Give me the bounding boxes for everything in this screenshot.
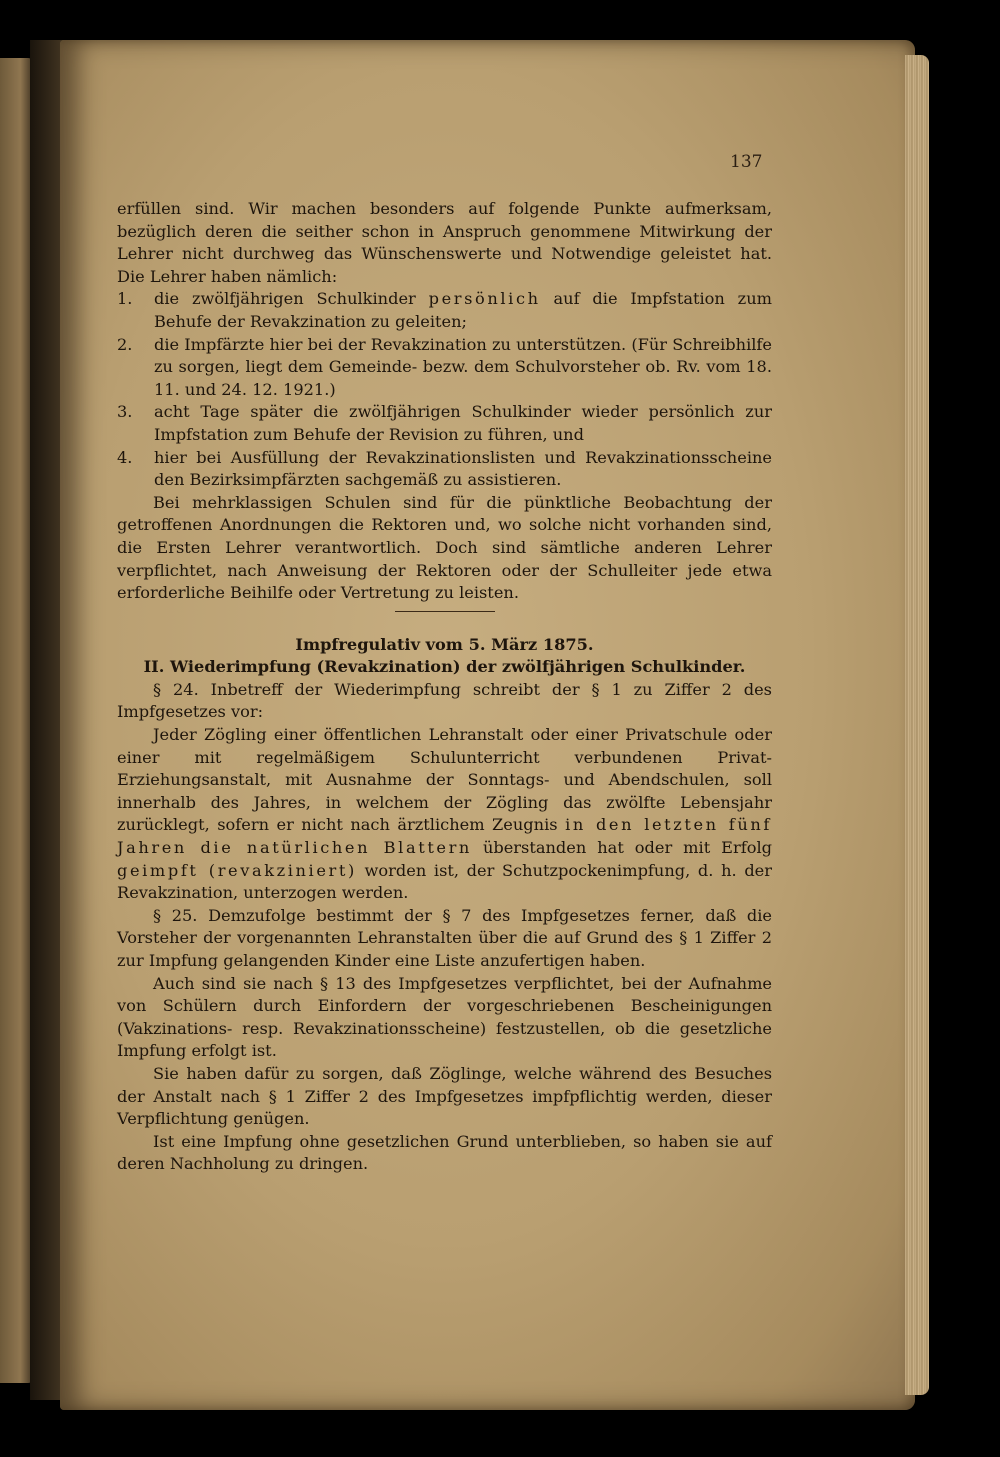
item-text: die Impfärzte hier bei der Revakzination zu unterstützen. (Für Schreibhilfe zu sorgen, liegt dem Gemeinde- bezw. dem Schulvorsteher ob. Rv. vom 18. 11. und 24. 12. 1921.) — [154, 334, 772, 399]
section-divider — [395, 611, 495, 612]
list-item-4 — [117, 447, 772, 492]
left-page-edge — [0, 58, 34, 1383]
paragraph-sie: Sie haben dafür zu sorgen, daß Zöglinge, welche während des Besuches der Anstalt nach § 1 Ziffer 2 des Impfgesetzes impfpflichtig werden, dieser Verpflichtung genügen. — [117, 1063, 772, 1129]
list-number: 3. — [117, 402, 133, 422]
list-item-2 — [117, 334, 772, 402]
page-body — [117, 150, 772, 1176]
list-number: 1. — [117, 289, 133, 309]
list-number: 2. — [117, 334, 133, 354]
section-heading: II. Wiederimpfung (Revakzination) der zwölfjährigen Schulkinder. — [143, 657, 746, 677]
schools-paragraph: Bei mehrklassigen Schulen sind für die pünktliche Beobachtung der getroffenen Anordnungen die Rektoren und, wo solche nicht vorhanden sind, die Ersten Lehrer verantwortlich. Doch sind sämtliche anderen Lehrer verpflichtet, nach Anweisung der Rektoren oder der Schulleiter jede etwa erforderliche Beihilfe oder Vertretung zu leisten. — [117, 492, 772, 603]
paragraph-jeder — [117, 724, 772, 905]
list-item-1 — [117, 288, 772, 333]
list-number: 4. — [117, 447, 133, 467]
item-text-cont: auf die Impfstation zum Behufe der Revakzination zu geleiten; — [154, 289, 772, 331]
item-text: die zwölfjährigen Schulkinder — [154, 289, 416, 309]
jeder-text-end: worden ist, der Schutzpockenimpfung, d. h. der Revakzination, unterzogen werden. — [117, 860, 772, 903]
paragraph-auch: Auch sind sie nach § 13 des Impfgesetzes verpflichtet, bei der Aufnahme von Schülern durch Einfordern der vorgeschriebenen Bescheinigungen (Vakzinations- resp. Revakzinationsscheine) festzustellen, ob die gesetzliche Impfung erfolgt ist. — [117, 973, 772, 1061]
jeder-text-mid: überstanden hat oder mit Erfolg — [482, 838, 772, 858]
intro-paragraph: erfüllen sind. Wir machen besonders auf folgende Punkte aufmerksam, bezüglich deren die seither schon in Anspruch genommene Mitwirkung der Lehrer nicht durchweg das Wünschenswerte und Notwendige geleistet hat. Die Lehrer haben nämlich: — [117, 199, 772, 286]
page-stack-edge — [905, 55, 929, 1395]
paragraph-ist: Ist eine Impfung ohne gesetzlichen Grund unterblieben, so haben sie auf deren Nachholung zu dringen. — [117, 1131, 772, 1174]
item-text: hier bei Ausfüllung der Revakzinationslisten und Revakzinationsscheine den Bezirksimpfärzten sachgemäß zu assistieren. — [154, 447, 772, 490]
paragraph-25: § 25. Demzufolge bestimmt der § 7 des Impfgesetzes ferner, daß die Vorsteher der vorgenannten Lehranstalten über die auf Grund des § 1 Ziffer 2 zur Impfung gelangenden Kinder eine Liste anzufertigen haben. — [117, 905, 772, 970]
spaced-emphasis-geimpft: geimpft (revakziniert) — [117, 860, 357, 880]
regulation-heading: Impfregulativ vom 5. März 1875. — [295, 634, 594, 654]
item-text: acht Tage später die zwölfjährigen Schulkinder wieder persönlich zur Impfstation zum Behufe der Revision zu führen, und — [154, 402, 772, 444]
spaced-emphasis-blattern: in den letzten fünf Jahren die natürlichen Blattern — [117, 815, 772, 858]
jeder-text: Jeder Zögling einer öffentlichen Lehranstalt oder einer Privatschule oder einer mit regelmäßigem Schulunterricht verbundenen Privat-Erziehungsanstalt, mit Ausnahme der Sonntags- und Abendschulen, soll innerhalb des Jahres, in welchem der Zögling das zwölfte Lebensjahr zurücklegt, sofern er nicht nach ärztlichem Zeugnis — [117, 725, 772, 835]
paragraph-24: § 24. Inbetreff der Wiederimpfung schreibt der § 1 zu Ziffer 2 des Impfgesetzes vor: — [117, 679, 772, 722]
spaced-emphasis: persönlich — [428, 289, 541, 309]
page-number: 137 — [730, 152, 763, 172]
list-item-3 — [117, 401, 772, 446]
